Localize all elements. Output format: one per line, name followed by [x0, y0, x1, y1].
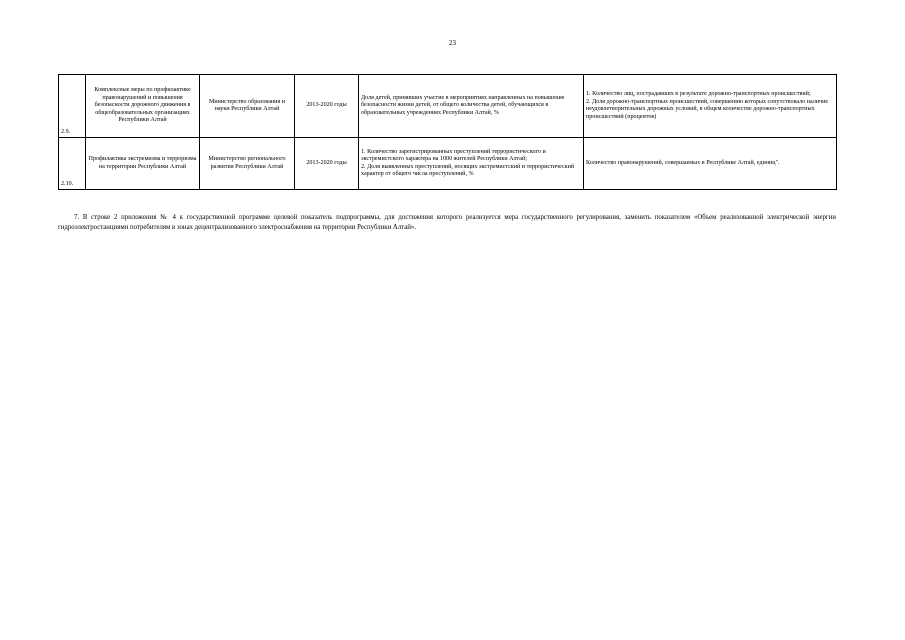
- executor-cell: Министерство регионального развития Республики Алтай: [200, 138, 295, 190]
- table-row: [59, 138, 837, 190]
- program-table: [58, 74, 837, 190]
- result-cell: 1. Количество лиц, пострадавших в результате дорожно-транспортных происшествий; 2. Доля дорожно-транспортных происшествий, совершению которых сопутствовало наличие неудовлетворительных дорожных условий, в общем количестве дорожно-транспортных происшествий (процентов): [584, 75, 837, 138]
- period-cell: 2013-2020 годы: [295, 75, 359, 138]
- measure-cell: Комплексные меры по профилактике правонарушений и повышения безопасности дорожного движения в общеобразовательных организациях Республики Алтай: [86, 75, 200, 138]
- row-number: 2.9.: [59, 75, 86, 138]
- page-number: 23: [449, 39, 456, 47]
- period-cell: 2013-2020 годы: [295, 138, 359, 190]
- measure-cell: Профилактика экстремизма и терроризма на территории Республики Алтай: [86, 138, 200, 190]
- row-number: 2.10.: [59, 138, 86, 190]
- indicator-cell: 1. Количество зарегистрированных преступлений террористического и экстремистского характера на 1000 жителей Республики Алтай; 2. Доля выявленных преступлений, носящих экстремистский и террористический характер от общего числа преступлений, %: [359, 138, 584, 190]
- indicator-cell: Доля детей, принявших участие в мероприятиях направленных на повышение безопасности жизни детей, от общего количества детей, обучающихся в образовательных учреждениях Республики Алтай, %: [359, 75, 584, 138]
- amendment-paragraph: 7. В строке 2 приложения № 4 к государственной программе целевой показатель подпрограммы, для достижения которого реализуется мера государственного регулирования, заменить показателем «Объем реализованной электрической энергии гидроэлектростанциями потребителям в зонах децентрализованного электроснабжения на территории Республики Алтай».: [58, 214, 836, 231]
- table-row: [59, 75, 837, 138]
- result-cell: Количество правонарушений, совершаемых в Республике Алтай, единиц".: [584, 138, 837, 190]
- executor-cell: Министерство образования и науки Республики Алтай: [200, 75, 295, 138]
